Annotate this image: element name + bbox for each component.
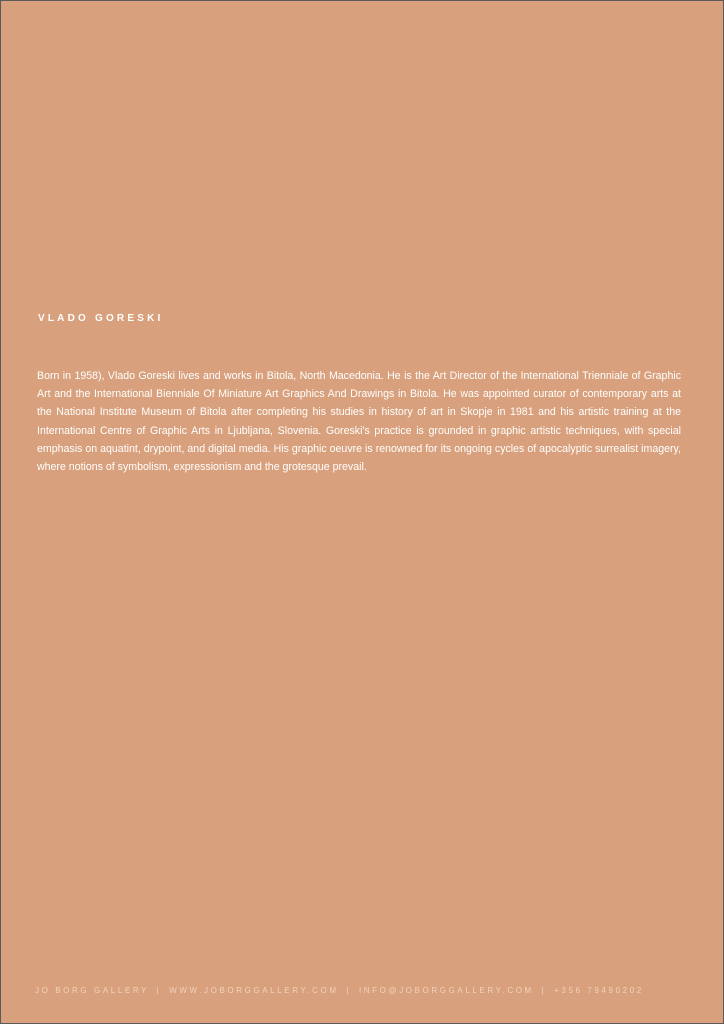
footer-website-link[interactable]: WWW.JOBORGGALLERY.COM — [169, 986, 339, 995]
footer-separator: | — [541, 986, 547, 995]
artist-biography: Born in 1958), Vlado Goreski lives and works in Bitola, North Macedonia. He is the Art Director of the International Trienniale of Graphic Art and the International Bienniale Of Miniature Art Graphics And Drawings in Bitola. He was appointed curator of contemporary arts at the National Institute Museum of Bitola after completing his studies in history of art in Skopje in 1981 and his artistic training at the International Centre of Graphic Arts in Ljubljana, Slovenia. Goreski's practice is grounded in graphic artistic techniques, with special emphasis on aquatint, drypoint, and digital media. His graphic oeuvre is renowned for its ongoing cycles of apocalyptic surrealist imagery, where notions of symbolism, expressionism and the grotesque prevail. — [37, 370, 681, 474]
footer-separator: | — [346, 986, 352, 995]
footer-gallery-name: JO BORG GALLERY — [35, 986, 149, 995]
footer-phone: +356 79490202 — [554, 986, 644, 995]
artist-name-heading: VLADO GORESKI — [38, 313, 164, 324]
footer-separator: | — [156, 986, 162, 995]
footer — [35, 986, 644, 995]
footer-email-link[interactable]: INFO@JOBORGGALLERY.COM — [358, 986, 534, 995]
